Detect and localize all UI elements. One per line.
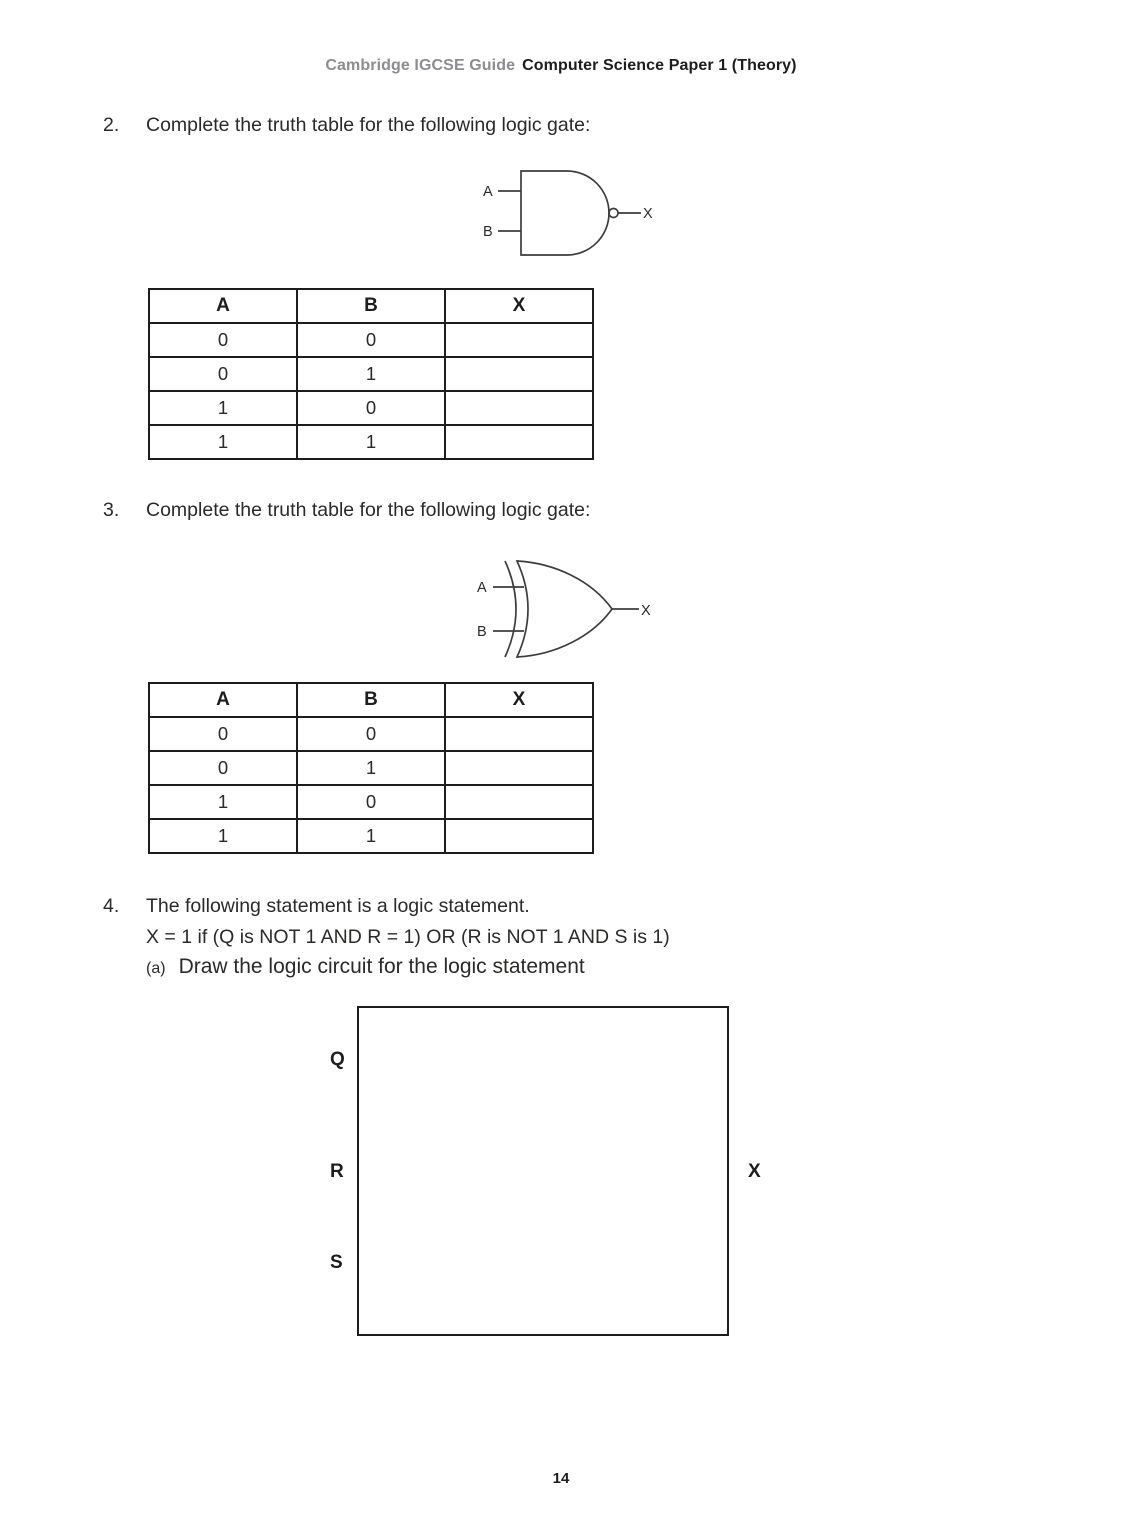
- q2-prompt: Complete the truth table for the following logic gate:: [146, 114, 591, 136]
- cell-b: 0: [297, 323, 445, 357]
- truth-table-q3: [148, 682, 594, 854]
- cell-a: 0: [149, 751, 297, 785]
- q4-part-a: [146, 953, 585, 982]
- answer-cell: [445, 323, 593, 357]
- box-input-s-label: S: [330, 1252, 343, 1273]
- xor-gate-diagram: [457, 555, 667, 665]
- logic-circuit-answer-box: [357, 1006, 729, 1336]
- cell-b: 1: [297, 751, 445, 785]
- col-header-x: X: [445, 289, 593, 323]
- q4-statement: X = 1 if (Q is NOT 1 AND R = 1) OR (R is NOT 1 AND S is 1): [146, 926, 670, 948]
- truth-table-q2: [148, 288, 594, 460]
- answer-cell: [445, 717, 593, 751]
- answer-cell: [445, 425, 593, 459]
- q3-prompt: Complete the truth table for the following logic gate:: [146, 499, 591, 521]
- cell-a: 0: [149, 717, 297, 751]
- page-number: 14: [552, 1470, 570, 1487]
- cell-a: 1: [149, 391, 297, 425]
- xor-input-b-label: B: [477, 624, 487, 640]
- header-brand: Cambridge IGCSE Guide: [325, 57, 516, 74]
- cell-b: 0: [297, 785, 445, 819]
- answer-cell: [445, 357, 593, 391]
- cell-a: 0: [149, 357, 297, 391]
- nand-gate-body: [521, 171, 609, 255]
- cell-a: 1: [149, 819, 297, 853]
- col-header-b: B: [297, 289, 445, 323]
- q2-number: 2.: [103, 114, 120, 136]
- xor-input-a-label: A: [477, 580, 487, 596]
- q4-part-a-text: Draw the logic circuit for the logic statement: [178, 955, 585, 978]
- box-input-q-label: Q: [330, 1049, 345, 1070]
- page-header: [0, 57, 1122, 75]
- col-header-x: X: [445, 683, 593, 717]
- col-header-b: B: [297, 683, 445, 717]
- cell-b: 1: [297, 425, 445, 459]
- answer-cell: [445, 819, 593, 853]
- box-output-x-label: X: [748, 1161, 761, 1182]
- answer-cell: [445, 785, 593, 819]
- xor-gate-body: [517, 561, 612, 657]
- table-row: [149, 717, 593, 751]
- table-header-row: [149, 289, 593, 323]
- nand-gate-diagram: [461, 160, 661, 260]
- nand-output-label: X: [643, 206, 653, 222]
- cell-b: 0: [297, 391, 445, 425]
- nand-inverter-bubble: [609, 209, 618, 218]
- box-input-r-label: R: [330, 1161, 344, 1182]
- cell-a: 1: [149, 785, 297, 819]
- table-row: [149, 323, 593, 357]
- q4-number: 4.: [103, 895, 120, 917]
- col-header-a: A: [149, 289, 297, 323]
- table-row: [149, 785, 593, 819]
- xor-output-label: X: [641, 603, 651, 619]
- cell-a: 0: [149, 323, 297, 357]
- table-row: [149, 425, 593, 459]
- table-header-row: [149, 683, 593, 717]
- col-header-a: A: [149, 683, 297, 717]
- cell-a: 1: [149, 425, 297, 459]
- nand-input-a-label: A: [483, 184, 493, 200]
- answer-cell: [445, 391, 593, 425]
- q4-part-a-label: (a): [146, 960, 166, 977]
- cell-b: 1: [297, 819, 445, 853]
- cell-b: 0: [297, 717, 445, 751]
- answer-cell: [445, 751, 593, 785]
- table-row: [149, 391, 593, 425]
- table-row: [149, 357, 593, 391]
- nand-input-b-label: B: [483, 224, 493, 240]
- q4-intro: The following statement is a logic statement.: [146, 895, 530, 917]
- table-row: [149, 819, 593, 853]
- q3-number: 3.: [103, 499, 120, 521]
- cell-b: 1: [297, 357, 445, 391]
- xor-extra-arc: [505, 561, 516, 657]
- table-row: [149, 751, 593, 785]
- header-title: Computer Science Paper 1 (Theory): [522, 57, 797, 74]
